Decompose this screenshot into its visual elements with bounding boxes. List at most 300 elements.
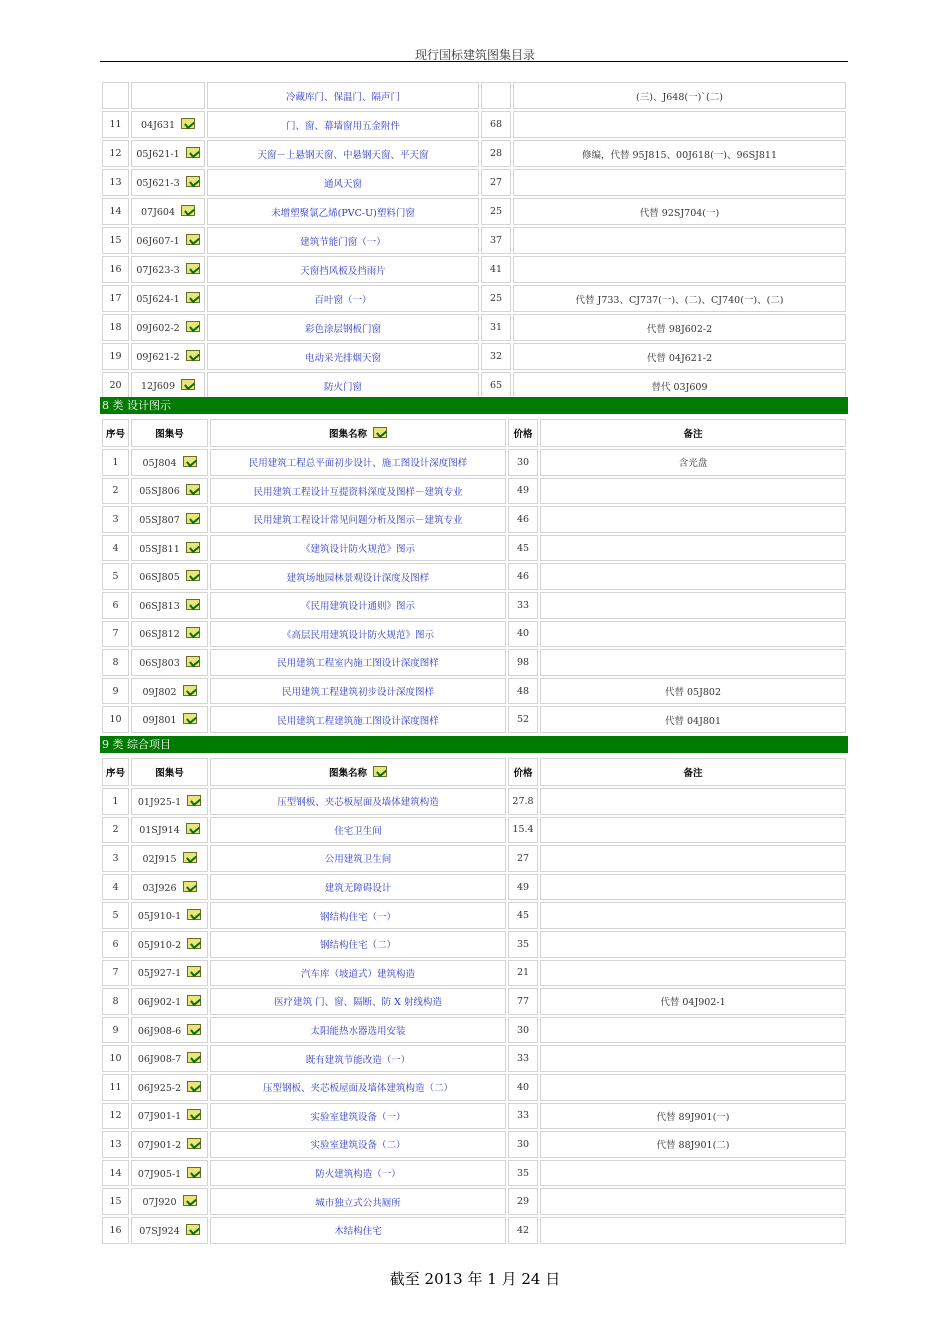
book-download-icon[interactable] bbox=[187, 1109, 201, 1120]
cell-note bbox=[513, 82, 846, 109]
cell-note bbox=[540, 563, 846, 590]
cell-price-text: 52 bbox=[516, 714, 530, 726]
cell-price-text: 45 bbox=[516, 910, 530, 922]
cell-no bbox=[102, 285, 129, 312]
cell-note bbox=[540, 1045, 846, 1072]
cell-no-text: 3 bbox=[112, 513, 119, 525]
cell-code bbox=[131, 1074, 208, 1101]
cell-name-link-text[interactable]: 民用建筑工程总平面初步设计、施工图设计深度图样 bbox=[248, 458, 468, 470]
book-download-icon[interactable] bbox=[187, 909, 201, 920]
book-download-icon[interactable] bbox=[186, 656, 200, 667]
cell-note bbox=[540, 649, 846, 676]
book-download-icon[interactable] bbox=[186, 234, 200, 245]
cell-price-text: 30 bbox=[516, 1024, 530, 1036]
cell-name-link-text[interactable]: 钢结构住宅（一） bbox=[319, 911, 396, 923]
cell-no-text: 1 bbox=[112, 795, 119, 807]
cell-no-text: 3 bbox=[112, 852, 119, 864]
cell-note bbox=[540, 874, 846, 901]
cell-code bbox=[131, 1045, 208, 1072]
book-download-icon[interactable] bbox=[183, 685, 197, 696]
cell-name-link-text[interactable]: 冷藏库门、保温门、隔声门 bbox=[285, 91, 400, 103]
cell-name-link bbox=[210, 535, 506, 562]
cell-no-text: 5 bbox=[112, 571, 119, 583]
cell-price bbox=[508, 1131, 538, 1158]
cell-name-link-text[interactable]: 建筑无障碍设计 bbox=[324, 883, 392, 895]
cell-code-text: 12J609 bbox=[140, 381, 176, 392]
cell-code-text: 07J901-1 bbox=[137, 1111, 182, 1123]
table-row bbox=[102, 1045, 846, 1072]
cell-code bbox=[131, 649, 208, 676]
cell-no bbox=[102, 817, 129, 844]
cell-name-link-text[interactable]: 公用建筑卫生间 bbox=[324, 854, 392, 866]
cell-note bbox=[540, 1188, 846, 1215]
cell-name-link-text[interactable]: 天窗－上悬钢天窗、中悬钢天窗、平天窗 bbox=[257, 149, 429, 161]
cell-name-link-text[interactable]: 民用建筑工程设计常见问题分析及图示－建筑专业 bbox=[253, 515, 463, 527]
table-row bbox=[102, 343, 846, 370]
cell-code bbox=[131, 285, 205, 312]
cell-no bbox=[102, 988, 129, 1015]
cell-price bbox=[508, 1103, 538, 1130]
cell-note bbox=[540, 788, 846, 815]
cell-no-text: 20 bbox=[109, 380, 122, 391]
cell-price bbox=[481, 82, 511, 109]
cell-note bbox=[540, 1074, 846, 1101]
cell-code bbox=[131, 1188, 208, 1215]
cell-price-text: 33 bbox=[516, 1053, 530, 1065]
cell-code bbox=[131, 449, 208, 476]
table-row bbox=[102, 592, 846, 619]
cell-name-link-text[interactable]: 未增塑聚氯乙烯(PVC-U)塑料门窗 bbox=[271, 207, 415, 219]
cell-price-text: 46 bbox=[516, 571, 530, 583]
cell-code-text: 09J621-2 bbox=[136, 352, 180, 363]
cell-price bbox=[481, 256, 511, 283]
cell-no-text: 2 bbox=[112, 824, 119, 836]
cell-note bbox=[540, 845, 846, 872]
col-header-code: 图集号 bbox=[131, 758, 208, 786]
cell-code bbox=[131, 314, 205, 341]
cell-name-link-text[interactable]: 民用建筑工程室内施工图设计深度图样 bbox=[277, 658, 439, 670]
table-row bbox=[102, 506, 846, 533]
cell-price-text: 21 bbox=[516, 967, 530, 979]
cell-code-text: 07J920 bbox=[142, 1197, 177, 1209]
cell-price bbox=[481, 198, 511, 225]
cell-code bbox=[131, 902, 208, 929]
book-download-icon[interactable] bbox=[183, 881, 197, 892]
cell-no bbox=[102, 1188, 129, 1215]
cell-name-link bbox=[210, 1217, 506, 1244]
cell-code bbox=[131, 535, 208, 562]
cell-price-text: 29 bbox=[516, 1196, 530, 1208]
cell-price bbox=[508, 621, 538, 648]
cell-price-text: 27.8 bbox=[512, 795, 534, 807]
cell-no-text: 4 bbox=[112, 881, 119, 893]
section-9-title: 9 类 综合项目 bbox=[100, 736, 848, 753]
cell-note bbox=[513, 314, 846, 341]
cell-no-text: 9 bbox=[112, 1024, 119, 1036]
cell-code bbox=[131, 845, 208, 872]
cell-name-link-text[interactable]: 民用建筑工程建筑施工图设计深度图样 bbox=[277, 715, 439, 727]
cell-no bbox=[102, 960, 129, 987]
cell-price bbox=[508, 1045, 538, 1072]
cell-code bbox=[131, 111, 205, 138]
cell-no bbox=[102, 1131, 129, 1158]
cell-code bbox=[131, 1160, 208, 1187]
cell-no-text: 15 bbox=[109, 1196, 122, 1208]
cell-name-link bbox=[210, 845, 506, 872]
cell-note-text: 代替 98J602-2 bbox=[646, 323, 713, 335]
col-header-note: 备注 bbox=[540, 419, 846, 447]
cell-price bbox=[481, 285, 511, 312]
cell-no-text: 12 bbox=[109, 1110, 122, 1122]
cell-price-text: 77 bbox=[516, 995, 530, 1007]
cell-price bbox=[508, 788, 538, 815]
cell-note-text: 代替 89J901(一) bbox=[656, 1111, 730, 1123]
cell-price-text: 42 bbox=[516, 1224, 530, 1236]
cell-no bbox=[102, 563, 129, 590]
cell-code bbox=[131, 256, 205, 283]
cell-code-text: 05J927-1 bbox=[137, 968, 182, 980]
cell-no bbox=[102, 1160, 129, 1187]
book-download-icon[interactable] bbox=[187, 995, 201, 1006]
cell-note bbox=[540, 678, 846, 705]
cell-price bbox=[508, 960, 538, 987]
cell-name-link-text[interactable]: 压型钢板、夹芯板屋面及墙体建筑构造 bbox=[277, 797, 439, 809]
book-download-icon[interactable] bbox=[186, 823, 200, 834]
cell-name-link bbox=[207, 314, 479, 341]
cell-code bbox=[131, 198, 205, 225]
cell-name-link bbox=[210, 506, 506, 533]
cell-name-link-text[interactable]: 天窗挡风板及挡雨片 bbox=[300, 265, 386, 277]
cell-name-link bbox=[210, 902, 506, 929]
cell-name-link bbox=[207, 169, 479, 196]
col-header-code: 图集号 bbox=[131, 419, 208, 447]
cell-code-text: 03J926 bbox=[142, 882, 177, 894]
cell-code bbox=[131, 678, 208, 705]
page-footer-date: 截至 2013 年 1 月 24 日 bbox=[389, 1270, 561, 1288]
cell-code-text: 06J925-2 bbox=[137, 1082, 182, 1094]
cell-code bbox=[131, 874, 208, 901]
cell-price-text: 33 bbox=[516, 1110, 530, 1122]
book-download-icon[interactable] bbox=[183, 456, 197, 467]
cell-no bbox=[102, 902, 129, 929]
cell-no-text: 7 bbox=[112, 967, 119, 979]
book-download-icon[interactable] bbox=[181, 118, 195, 129]
cell-code-text: 02J915 bbox=[142, 853, 177, 865]
cell-name-link-text[interactable]: 《民用建筑设计通则》图示 bbox=[300, 601, 415, 613]
table-row bbox=[102, 563, 846, 590]
table-row bbox=[102, 198, 846, 225]
table-row bbox=[102, 449, 846, 476]
section-9-table bbox=[100, 756, 848, 1246]
col-header-no: 序号 bbox=[102, 419, 129, 447]
book-download-icon[interactable] bbox=[183, 1195, 197, 1206]
cell-name-link-text[interactable]: 实验室建筑设备（一） bbox=[310, 1111, 406, 1123]
cell-no bbox=[102, 1045, 129, 1072]
cell-name-link-text[interactable]: 门、窗、幕墙窗用五金附件 bbox=[285, 120, 400, 132]
cell-note bbox=[540, 706, 846, 733]
cell-code-text: 04J631 bbox=[140, 120, 176, 131]
section-8-table bbox=[100, 417, 848, 735]
cell-note-text: 替代 03J609 bbox=[651, 381, 708, 393]
cell-note bbox=[540, 817, 846, 844]
book-download-icon[interactable] bbox=[186, 1224, 200, 1235]
book-download-icon[interactable] bbox=[186, 484, 200, 495]
cell-no bbox=[102, 372, 129, 399]
book-download-icon[interactable] bbox=[187, 1167, 201, 1178]
catalog-table-continued bbox=[100, 80, 848, 401]
cell-name-link-text[interactable]: 建筑场地园林景观设计深度及图样 bbox=[286, 572, 430, 584]
book-download-icon[interactable] bbox=[186, 542, 200, 553]
cell-code bbox=[131, 960, 208, 987]
cell-name-link-text[interactable]: 汽车库（坡道式）建筑构造 bbox=[300, 968, 415, 980]
col-header-name-text: 图集名称 bbox=[328, 429, 367, 440]
col-header-note: 备注 bbox=[540, 758, 846, 786]
book-download-icon[interactable] bbox=[183, 713, 197, 724]
cell-price bbox=[481, 343, 511, 370]
cell-name-link-text[interactable]: 木结构住宅 bbox=[334, 1226, 382, 1238]
table-row bbox=[102, 82, 846, 109]
cell-code-text: 05SJ811 bbox=[139, 543, 180, 555]
cell-name-link-text[interactable]: 既有建筑节能改造（一） bbox=[305, 1054, 411, 1066]
cell-name-link bbox=[207, 227, 479, 254]
cell-price bbox=[481, 169, 511, 196]
cell-name-link bbox=[210, 1160, 506, 1187]
cell-code-text: 01J925-1 bbox=[137, 796, 182, 808]
table-row bbox=[102, 285, 846, 312]
cell-name-link-text[interactable]: 民用建筑工程设计互提资料深度及图样－建筑专业 bbox=[253, 486, 463, 498]
cell-no bbox=[102, 140, 129, 167]
cell-no bbox=[102, 845, 129, 872]
cell-price-text: 28 bbox=[489, 148, 503, 159]
cell-name-link bbox=[207, 256, 479, 283]
book-download-icon[interactable] bbox=[183, 852, 197, 863]
cell-price-text: 48 bbox=[516, 685, 530, 697]
cell-no bbox=[102, 592, 129, 619]
cell-name-link-text[interactable]: 通风天窗 bbox=[323, 178, 362, 190]
cell-code-text: 06SJ813 bbox=[139, 600, 180, 612]
cell-code-text: 07J604 bbox=[140, 207, 176, 218]
cell-price-text: 49 bbox=[516, 881, 530, 893]
cell-no-text: 9 bbox=[112, 685, 119, 697]
table-row bbox=[102, 535, 846, 562]
cell-name-link-text[interactable]: 防火门窗 bbox=[323, 381, 362, 393]
book-download-icon[interactable] bbox=[187, 1081, 201, 1092]
cell-note bbox=[513, 111, 846, 138]
cell-price-text: 40 bbox=[516, 628, 530, 640]
cell-name-link-text[interactable]: 百叶窗（一） bbox=[314, 294, 372, 306]
table-row bbox=[102, 1074, 846, 1101]
cell-no-text: 16 bbox=[109, 264, 122, 275]
cell-note bbox=[540, 1103, 846, 1130]
cell-note bbox=[540, 1017, 846, 1044]
cell-name-link-text[interactable]: 压型钢板、夹芯板屋面及墙体建筑构造（二） bbox=[262, 1083, 453, 1095]
cell-code bbox=[131, 788, 208, 815]
cell-price-text: 65 bbox=[489, 380, 503, 391]
cell-no bbox=[102, 874, 129, 901]
cell-name-link-text[interactable]: 民用建筑工程建筑初步设计深度图样 bbox=[281, 687, 434, 699]
table-row bbox=[102, 111, 846, 138]
table-row bbox=[102, 678, 846, 705]
book-download-icon[interactable] bbox=[181, 205, 195, 216]
cell-no-text: 16 bbox=[109, 1224, 122, 1236]
cell-price bbox=[481, 227, 511, 254]
cell-code-text: 06J607-1 bbox=[136, 236, 180, 247]
table-row bbox=[102, 874, 846, 901]
book-download-icon[interactable] bbox=[186, 627, 200, 638]
table-row bbox=[102, 1188, 846, 1215]
book-download-icon[interactable] bbox=[186, 350, 200, 361]
cell-price bbox=[508, 988, 538, 1015]
book-download-icon[interactable] bbox=[186, 263, 200, 274]
cell-no bbox=[102, 649, 129, 676]
cell-name-link-text[interactable]: 建筑节能门窗（一） bbox=[300, 236, 386, 248]
cell-price bbox=[508, 1074, 538, 1101]
cell-no-text: 6 bbox=[112, 938, 119, 950]
table-section-9 bbox=[100, 756, 848, 1246]
table-row bbox=[102, 845, 846, 872]
cell-note bbox=[540, 1131, 846, 1158]
cell-code bbox=[131, 343, 205, 370]
cell-name-link-text[interactable]: 钢结构住宅（二） bbox=[319, 940, 396, 952]
cell-no-text: 19 bbox=[109, 351, 122, 362]
cell-no bbox=[102, 198, 129, 225]
cell-note bbox=[540, 535, 846, 562]
cell-code-text: 05SJ806 bbox=[139, 486, 180, 498]
cell-no bbox=[102, 1103, 129, 1130]
cell-note-text: 代替 J733、CJ737(一)、(二)、CJ740(一)、(二) bbox=[575, 294, 784, 306]
table-row bbox=[102, 1160, 846, 1187]
cell-code-text: 05SJ807 bbox=[139, 514, 180, 526]
cell-price bbox=[508, 1217, 538, 1244]
cell-price bbox=[508, 449, 538, 476]
cell-code-text: 06SJ805 bbox=[139, 572, 180, 584]
cell-note bbox=[540, 592, 846, 619]
cell-price bbox=[508, 649, 538, 676]
book-download-icon[interactable] bbox=[187, 1052, 201, 1063]
cell-name-link bbox=[210, 478, 506, 505]
table-row bbox=[102, 902, 846, 929]
cell-name-link-text[interactable]: 防火建筑构造（一） bbox=[315, 1169, 401, 1181]
cell-name-link bbox=[210, 960, 506, 987]
book-download-icon[interactable] bbox=[186, 292, 200, 303]
cell-price-text: 33 bbox=[516, 599, 530, 611]
cell-price bbox=[481, 314, 511, 341]
cell-name-link-text[interactable]: 城市独立式公共厕所 bbox=[315, 1197, 401, 1209]
book-download-icon[interactable] bbox=[187, 1138, 201, 1149]
cell-no bbox=[102, 788, 129, 815]
cell-no bbox=[102, 1074, 129, 1101]
table-row bbox=[102, 621, 846, 648]
cell-no-text: 6 bbox=[112, 599, 119, 611]
cell-price-text: 15.4 bbox=[512, 824, 534, 836]
cell-no-text: 8 bbox=[112, 995, 119, 1007]
cell-code-text: 05J621-1 bbox=[136, 149, 180, 160]
cell-code bbox=[131, 1103, 208, 1130]
cell-code bbox=[131, 563, 208, 590]
cell-no bbox=[102, 678, 129, 705]
cell-name-link-text[interactable]: 医疗建筑 门、窗、隔断、防 X 射线构造 bbox=[274, 997, 442, 1009]
cell-price bbox=[508, 1160, 538, 1187]
book-download-icon[interactable] bbox=[186, 321, 200, 332]
cell-no bbox=[102, 169, 129, 196]
table-row bbox=[102, 931, 846, 958]
table-row bbox=[102, 988, 846, 1015]
cell-price-text: 30 bbox=[516, 1138, 530, 1150]
cell-code bbox=[131, 706, 208, 733]
table-row bbox=[102, 256, 846, 283]
cell-name-link-text[interactable]: 《高层民用建筑设计防火规范》图示 bbox=[281, 629, 434, 641]
cell-no-text: 10 bbox=[109, 714, 122, 726]
cell-code bbox=[131, 169, 205, 196]
cell-price-text: 31 bbox=[489, 322, 503, 333]
cell-name-link bbox=[210, 1188, 506, 1215]
book-download-icon[interactable] bbox=[373, 766, 387, 777]
cell-name-link-text[interactable]: 太阳能热水器选用安装 bbox=[310, 1026, 406, 1038]
cell-note-text: 代替 04J902-1 bbox=[660, 997, 726, 1009]
cell-name-link-text[interactable]: 彩色涂层钢板门窗 bbox=[304, 323, 381, 335]
cell-name-link bbox=[207, 343, 479, 370]
cell-name-link bbox=[207, 372, 479, 399]
cell-price-text: 68 bbox=[489, 119, 503, 130]
book-download-icon[interactable] bbox=[186, 570, 200, 581]
book-download-icon[interactable] bbox=[187, 795, 201, 806]
cell-price bbox=[508, 845, 538, 872]
cell-price-text: 27 bbox=[489, 177, 503, 188]
cell-no bbox=[102, 535, 129, 562]
book-download-icon[interactable] bbox=[186, 147, 200, 158]
book-download-icon[interactable] bbox=[187, 938, 201, 949]
cell-price-text: 32 bbox=[489, 351, 503, 362]
cell-code-text: 06SJ812 bbox=[139, 629, 180, 641]
book-download-icon[interactable] bbox=[186, 599, 200, 610]
col-header-name-text: 图集名称 bbox=[328, 768, 367, 779]
cell-name-link bbox=[210, 1074, 506, 1101]
table-section-8 bbox=[100, 417, 848, 735]
cell-price bbox=[508, 535, 538, 562]
cell-note bbox=[513, 140, 846, 167]
cell-name-link-text[interactable]: 电动采光排烟天窗 bbox=[304, 352, 381, 364]
cell-no-text: 18 bbox=[109, 322, 122, 333]
cell-name-link bbox=[207, 285, 479, 312]
cell-name-link-text[interactable]: 住宅卫生间 bbox=[334, 825, 382, 837]
cell-note bbox=[540, 621, 846, 648]
header-rule bbox=[100, 61, 848, 62]
cell-price bbox=[508, 678, 538, 705]
cell-name-link-text[interactable]: 实验室建筑设备（二） bbox=[310, 1140, 406, 1152]
cell-no-text: 11 bbox=[109, 119, 122, 130]
book-download-icon[interactable] bbox=[181, 379, 195, 390]
cell-no-text: 2 bbox=[112, 485, 119, 497]
table-row bbox=[102, 960, 846, 987]
book-download-icon[interactable] bbox=[186, 513, 200, 524]
cell-note bbox=[540, 1217, 846, 1244]
cell-name-link-text[interactable]: 《建筑设计防火规范》图示 bbox=[300, 544, 415, 556]
cell-price-text: 27 bbox=[516, 852, 530, 864]
book-download-icon[interactable] bbox=[187, 966, 201, 977]
cell-no bbox=[102, 706, 129, 733]
cell-note-text: 代替 92SJ704(一) bbox=[639, 207, 720, 219]
cell-code bbox=[131, 372, 205, 399]
book-download-icon[interactable] bbox=[187, 1024, 201, 1035]
book-download-icon[interactable] bbox=[186, 176, 200, 187]
cell-price bbox=[508, 706, 538, 733]
cell-no bbox=[102, 1217, 129, 1244]
book-download-icon[interactable] bbox=[373, 427, 387, 438]
cell-no bbox=[102, 506, 129, 533]
cell-note-text: 含光盘 bbox=[678, 458, 708, 470]
cell-price bbox=[508, 563, 538, 590]
cell-name-link bbox=[210, 449, 506, 476]
